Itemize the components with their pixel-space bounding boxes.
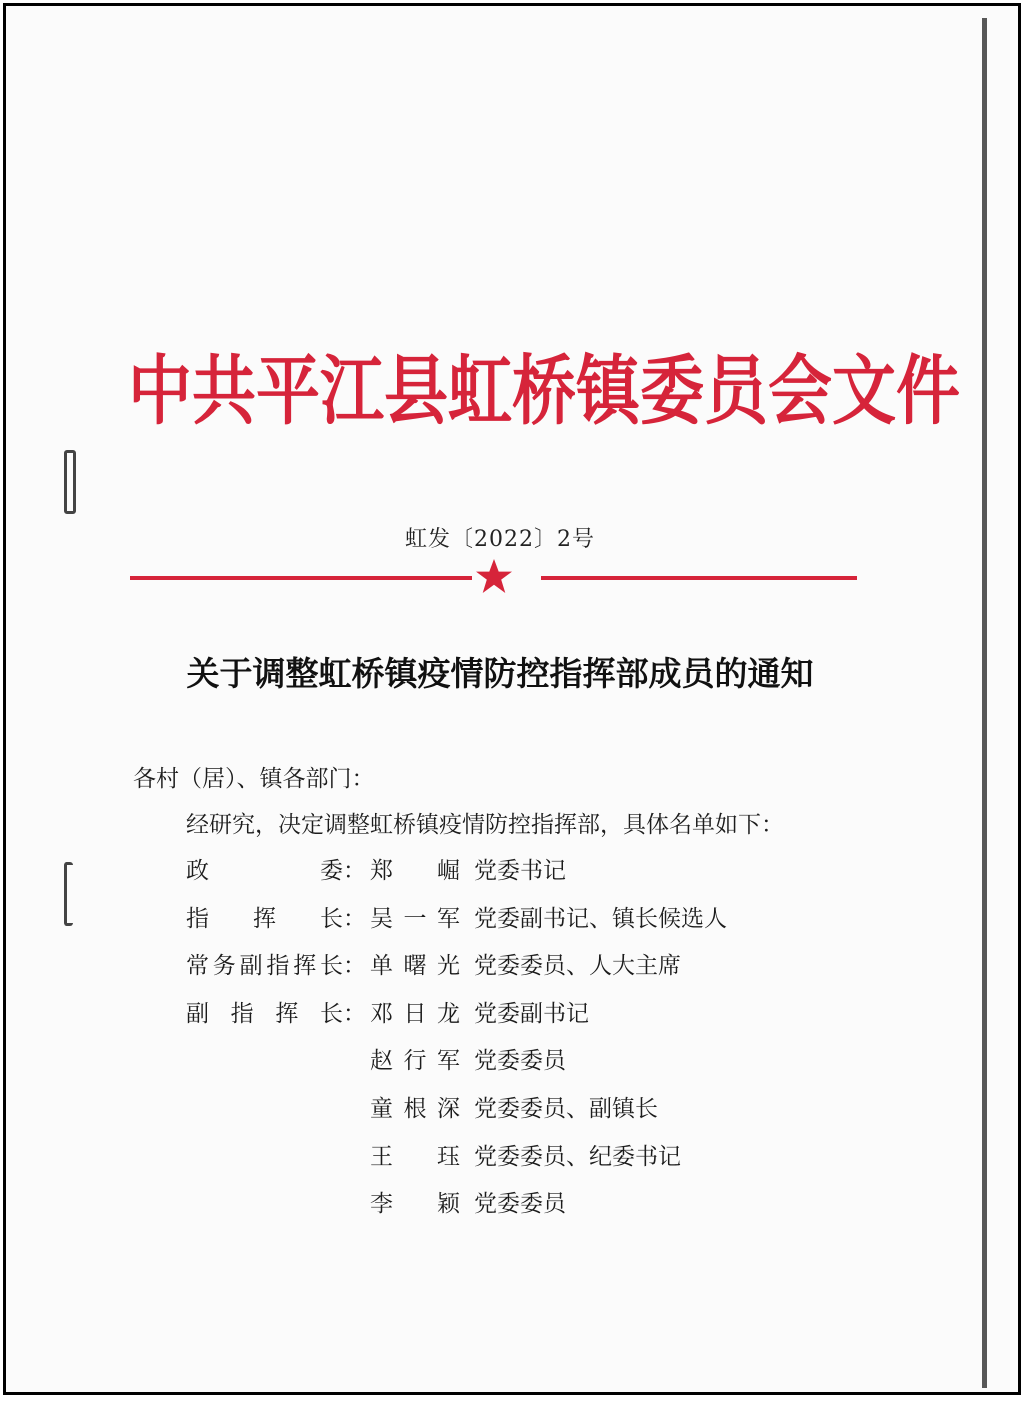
name-char: 单: [370, 953, 393, 980]
roster-name: [370, 900, 460, 933]
staple-mark-bottom: [64, 862, 73, 926]
salutation: 各村（居）、镇各部门：: [133, 766, 375, 792]
name-char: 根: [403, 1096, 427, 1122]
name-char: 军: [437, 905, 460, 932]
name-char: 曙: [403, 953, 427, 980]
red-separator-left: [130, 576, 472, 580]
name-char: 王: [370, 1143, 393, 1170]
role-char: 长：: [319, 1000, 366, 1027]
intro-paragraph: 经研究，决定调整虹桥镇疫情防控指挥部，具体名单如下：: [186, 812, 784, 838]
roster-role: [186, 947, 366, 980]
role-char: 挥: [253, 905, 276, 932]
role-char: 指: [266, 953, 290, 980]
role-char: 指: [230, 1000, 254, 1027]
red-header-title: 中共平江县虹桥镇委员会文件: [128, 347, 960, 436]
roster-position: 党委副书记: [474, 1000, 589, 1027]
name-char: 童: [370, 1096, 393, 1122]
role-char: 长：: [319, 953, 366, 980]
document-number: 虹发〔2022〕2号: [405, 527, 595, 552]
name-char: 李: [370, 1191, 393, 1218]
roster-name: [370, 1090, 460, 1123]
role-char: 长：: [320, 905, 366, 932]
roster-position: 党委书记: [474, 858, 566, 884]
roster-role: [186, 852, 366, 885]
scan-edge-shadow: [982, 18, 987, 1388]
role-char: 常: [186, 953, 209, 980]
role-char: 委：: [320, 858, 366, 884]
roster-position: 党委委员、人大主席: [474, 953, 681, 980]
roster-role: [186, 995, 366, 1028]
name-char: 行: [403, 1048, 427, 1075]
roster-name: [370, 1185, 460, 1218]
roster-position: 党委委员、纪委书记: [474, 1143, 681, 1170]
name-char: 吴: [370, 905, 393, 932]
role-char: 政: [186, 858, 209, 884]
name-char: 颖: [437, 1191, 460, 1218]
name-char: 一: [403, 905, 427, 932]
name-char: 光: [437, 953, 460, 980]
name-char: 龙: [437, 1000, 460, 1027]
roster-position: 党委委员: [474, 1191, 566, 1218]
role-char: 务: [212, 953, 236, 980]
roster-role: [186, 900, 366, 933]
roster-name: [370, 852, 460, 885]
roster-name: [370, 995, 460, 1028]
role-char: 挥: [275, 1000, 299, 1027]
name-char: 赵: [370, 1048, 393, 1075]
roster-position: 党委副书记、镇长候选人: [474, 905, 727, 932]
red-separator-right: [541, 576, 857, 580]
notice-title: 关于调整虹桥镇疫情防控指挥部成员的通知: [186, 654, 814, 693]
role-char: 副: [186, 1000, 209, 1027]
role-char: 指: [186, 905, 209, 932]
roster-position: 党委委员、副镇长: [474, 1096, 658, 1122]
name-char: 崛: [437, 858, 460, 884]
roster-name: [370, 947, 460, 980]
red-star-icon: [474, 557, 514, 597]
staple-mark-top: [64, 450, 76, 514]
name-char: 珏: [437, 1143, 460, 1170]
name-char: 军: [437, 1048, 460, 1075]
name-char: 日: [403, 1000, 427, 1027]
name-char: 郑: [370, 858, 393, 884]
roster-position: 党委委员: [474, 1048, 566, 1075]
roster-name: [370, 1138, 460, 1171]
name-char: 邓: [370, 1000, 393, 1027]
roster-name: [370, 1042, 460, 1075]
name-char: 深: [437, 1096, 460, 1122]
role-char: 副: [239, 953, 263, 980]
role-char: 挥: [293, 953, 317, 980]
